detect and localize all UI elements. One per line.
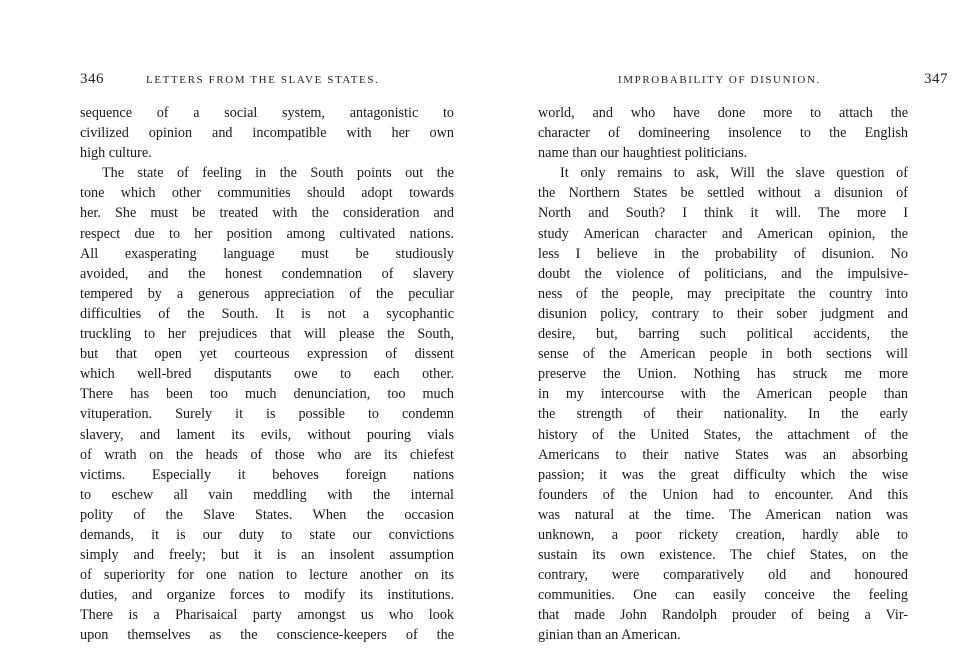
text-line: unknown, a poor rickety creation, hardly able to <box>538 526 908 543</box>
running-head-right: IMPROBABILITY OF DISUNION. <box>618 74 821 86</box>
text-line: of wrath on the heads of those who are its chiefest <box>80 446 454 463</box>
text-line: ginian than an American. <box>538 627 681 644</box>
right-page-body <box>538 103 908 646</box>
text-line: in my intercourse with the American people than <box>538 386 908 403</box>
text-line: name than our haughtiest politicians. <box>538 145 748 162</box>
text-line: the Northern States be settled without a disunion of <box>538 185 908 202</box>
text-line: It only remains to ask, Will the slave question of <box>560 165 908 182</box>
page-number-right: 347 <box>924 71 948 87</box>
text-line: high culture. <box>80 145 152 162</box>
text-line: polity of the Slave States. When the occasion <box>80 506 454 523</box>
text-line: contrary, were comparatively old and honoured <box>538 567 908 584</box>
text-line: sequence of a social system, antagonistic to <box>80 105 454 121</box>
text-line: doubt the violence of politicians, and the impulsive- <box>538 265 908 282</box>
text-line: character of domineering insolence to the English <box>538 125 908 142</box>
running-head-left: LETTERS FROM THE SLAVE STATES. <box>146 74 380 86</box>
text-line: her. She must be treated with the consideration and <box>80 205 454 222</box>
text-line: sense of the American people in both sections will <box>538 346 908 363</box>
text-line: There has been too much denunciation, too much <box>80 386 454 403</box>
text-line: communities. One can easily conceive the feeling <box>538 587 908 604</box>
text-line: world, and who have done more to attach the <box>538 105 908 121</box>
text-line: North and South? I think it will. The more I <box>538 205 908 222</box>
text-line: sustain its own existence. The chief States, on the <box>538 547 908 564</box>
right-page <box>490 0 980 668</box>
text-line: slavery, and lament its evils, without pouring vials <box>80 426 454 443</box>
text-line: but that open yet courteous expression of dissent <box>80 346 454 363</box>
text-line: vituperation. Surely it is possible to condemn <box>80 406 454 423</box>
text-line: less I believe in the probability of disunion. No <box>538 245 908 262</box>
page-number-left: 346 <box>80 71 104 87</box>
text-line: tone which other communities should adopt towards <box>80 185 454 202</box>
text-line: study American character and American opinion, the <box>538 225 908 242</box>
text-line: avoided, and the honest condemnation of slavery <box>80 265 454 282</box>
text-line: founders of the Union had to encounter. And this <box>538 486 908 503</box>
text-line: respect due to her position among cultivated nations. <box>80 225 454 242</box>
text-line: the strength of their nationality. In the early <box>538 406 908 423</box>
text-line: simply and freely; but it is an insolent assumption <box>80 547 454 564</box>
text-line: All exasperating language must be studiously <box>80 245 454 262</box>
text-line: The state of feeling in the South points out the <box>102 165 454 182</box>
text-line: civilized opinion and incompatible with her own <box>80 125 454 142</box>
text-line: preserve the Union. Nothing has struck me more <box>538 366 908 383</box>
text-line: of superiority for one nation to lecture another on its <box>80 567 454 584</box>
text-line: truckling to her prejudices that will please the South, <box>80 326 454 343</box>
text-line: which well-bred disputants owe to each other. <box>80 366 454 383</box>
text-line: tempered by a generous appreciation of the peculiar <box>80 285 454 302</box>
text-line: difficulties of the South. It is not a sycophantic <box>80 305 454 322</box>
text-line: There is a Pharisaical party amongst us who look <box>80 607 454 624</box>
text-line: was natural at the time. The American nation was <box>538 506 908 523</box>
text-line: victims. Especially it behoves foreign nations <box>80 466 454 483</box>
text-line: disunion policy, contrary to their sober judgment and <box>538 305 908 322</box>
text-line: duties, and organize forces to modify its institutions. <box>80 587 454 604</box>
text-line: upon themselves as the conscience-keepers of the <box>80 627 454 644</box>
left-page-body <box>80 103 454 646</box>
text-line: passion; it was the great difficulty which the wise <box>538 466 908 483</box>
text-line: history of the United States, the attachment of the <box>538 426 908 443</box>
text-line: to eschew all vain meddling with the internal <box>80 486 454 503</box>
right-page-header <box>538 71 948 92</box>
text-line: that made John Randolph prouder of being a Vir- <box>538 607 908 624</box>
text-line: Americans to their native States was an absorbing <box>538 446 908 463</box>
text-line: ness of the people, may precipitate the country into <box>538 285 908 302</box>
text-line: desire, but, barring such political accidents, the <box>538 326 908 343</box>
text-line: demands, it is our duty to state our convictions <box>80 526 454 543</box>
left-page-header <box>80 71 460 92</box>
